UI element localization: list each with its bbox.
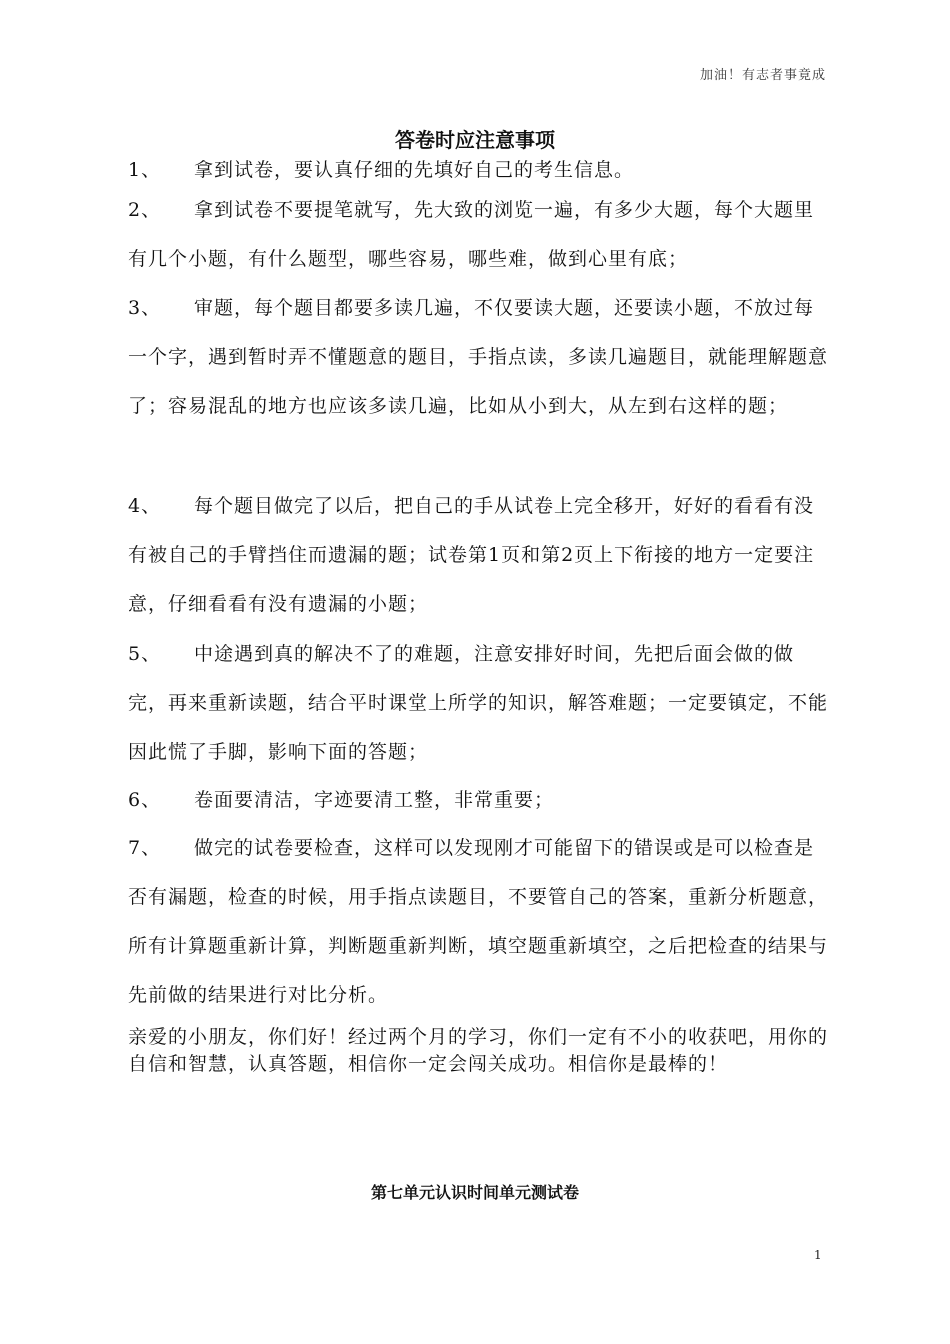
- item-number: 4、: [128, 495, 162, 517]
- page-title: 答卷时应注意事项: [395, 128, 555, 152]
- item-number: 2、: [128, 199, 162, 221]
- item-text: 中途遇到真的解决不了的难题，注意安排好时间，先把后面会做的做完，再来重新读题，结合平时课堂上所学的知识，解答难题；一定要镇定，不能因此慌了手脚，影响下面的答题；: [128, 643, 829, 763]
- item-text: 拿到试卷不要提笔就写，先大致的浏览一遍，有多少大题，每个大题里有几个小题，有什么题型，哪些容易，哪些难，做到心里有底；: [128, 199, 815, 270]
- list-item-4: [128, 482, 828, 629]
- header-note: 加油！有志者事竟成: [699, 68, 826, 83]
- item-text: 拿到试卷，要认真仔细的先填好自己的考生信息。: [194, 159, 635, 181]
- item-text: 每个题目做完了以后，把自己的手从试卷上完全移开，好好的看看有没有被自己的手臂挡住而遗漏的题；试卷第1页和第2页上下衔接的地方一定要注意，仔细看看有没有遗漏的小题；: [128, 495, 815, 615]
- list-item-2: [128, 186, 828, 284]
- item-text: 审题，每个题目都要多读几遍，不仅要读大题，还要读小题，不放过每一个字，遇到暂时弄不懂题意的题目，手指点读，多读几遍题目，就能理解题意了；容易混乱的地方也应该多读几遍，比如从小到大，从左到右这样的题；: [128, 297, 829, 417]
- list-item-7: [128, 824, 828, 1020]
- item-number: 3、: [128, 297, 162, 319]
- item-number: 6、: [128, 789, 162, 811]
- item-number: 1、: [128, 159, 162, 181]
- list-item-5: [128, 630, 828, 777]
- intro-paragraph: 亲爱的小朋友，你们好！经过两个月的学习，你们一定有不小的收获吧，用你的自信和智慧，认真答题，相信你一定会闯关成功。相信你是最棒的！: [128, 1026, 829, 1075]
- item-text: 做完的试卷要检查，这样可以发现刚才可能留下的错误或是可以检查是否有漏题，检查的时候，用手指点读题目，不要管自己的答案，重新分析题意，所有计算题重新计算，判断题重新判断，填空题重新填空，之后把检查的结果与先前做的结果进行对比分析。: [128, 837, 829, 1006]
- section-subtitle: 第七单元认识时间单元测试卷: [370, 1183, 579, 1202]
- list-item-6: [128, 776, 828, 825]
- item-number: 7、: [128, 837, 162, 859]
- item-text: 卷面要清洁，字迹要清工整，非常重要；: [194, 789, 555, 811]
- page-number: 1: [814, 1248, 822, 1262]
- list-item-3: [128, 284, 828, 431]
- item-number: 5、: [128, 643, 162, 665]
